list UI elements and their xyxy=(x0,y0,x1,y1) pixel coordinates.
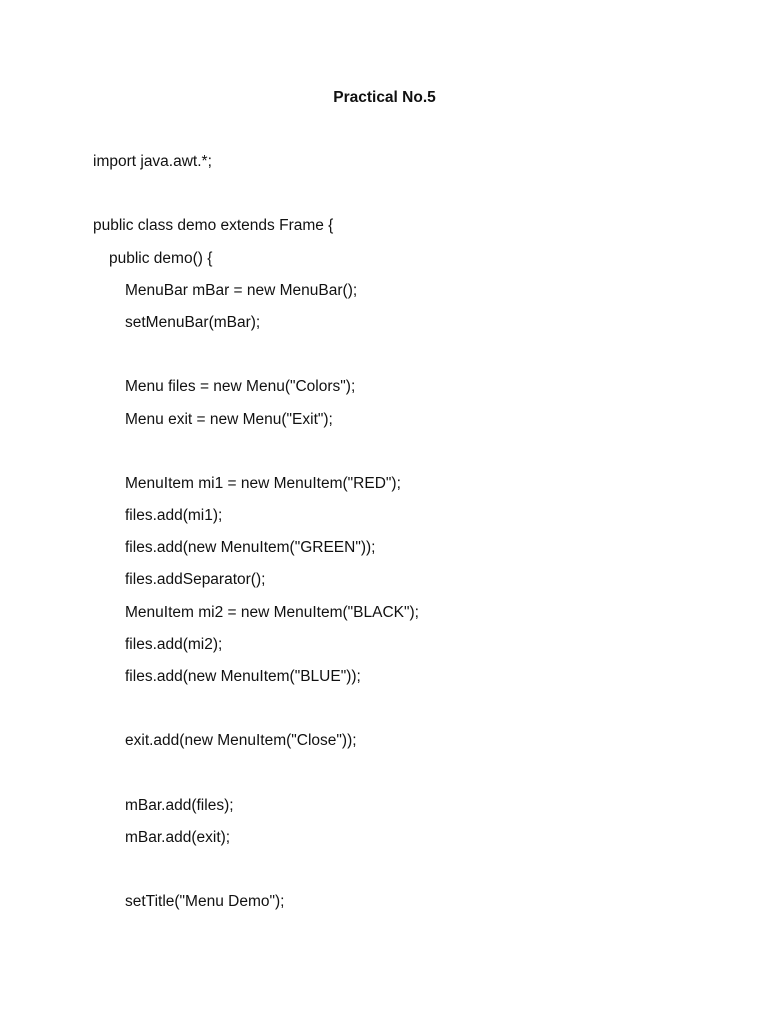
code-line: mBar.add(files); xyxy=(125,796,234,814)
code-line: public demo() { xyxy=(109,249,213,267)
code-line: files.add(new MenuItem("GREEN")); xyxy=(125,539,376,557)
page-title-text: Practical No.5 xyxy=(333,89,436,106)
code-line: Menu exit = new Menu("Exit"); xyxy=(125,410,333,428)
code-line: Menu files = new Menu("Colors"); xyxy=(125,378,356,396)
code-line: import java.awt.*; xyxy=(93,153,212,170)
blank-line xyxy=(93,859,713,891)
blank-line xyxy=(93,763,713,795)
code-line: MenuBar mBar = new MenuBar(); xyxy=(125,281,358,299)
code-line: setTitle("Menu Demo"); xyxy=(125,893,285,911)
blank-line xyxy=(93,441,713,473)
code-line: MenuItem mi1 = new MenuItem("RED"); xyxy=(125,474,401,492)
page-title xyxy=(0,88,768,108)
code-line: setMenuBar(mBar); xyxy=(125,313,261,331)
code-listing xyxy=(93,151,713,924)
code-line: exit.add(new MenuItem("Close")); xyxy=(125,732,357,750)
blank-line xyxy=(93,698,713,730)
blank-line xyxy=(93,183,713,215)
code-line: MenuItem mi2 = new MenuItem("BLACK"); xyxy=(125,603,419,621)
code-line: files.add(new MenuItem("BLUE")); xyxy=(125,668,361,685)
code-line: mBar.add(exit); xyxy=(125,828,231,846)
blank-line xyxy=(93,344,713,376)
code-line: files.add(mi1); xyxy=(125,507,223,525)
code-line: files.addSeparator(); xyxy=(125,571,266,589)
code-line: public class demo extends Frame { xyxy=(93,217,334,235)
code-line: files.add(mi2); xyxy=(125,635,223,653)
